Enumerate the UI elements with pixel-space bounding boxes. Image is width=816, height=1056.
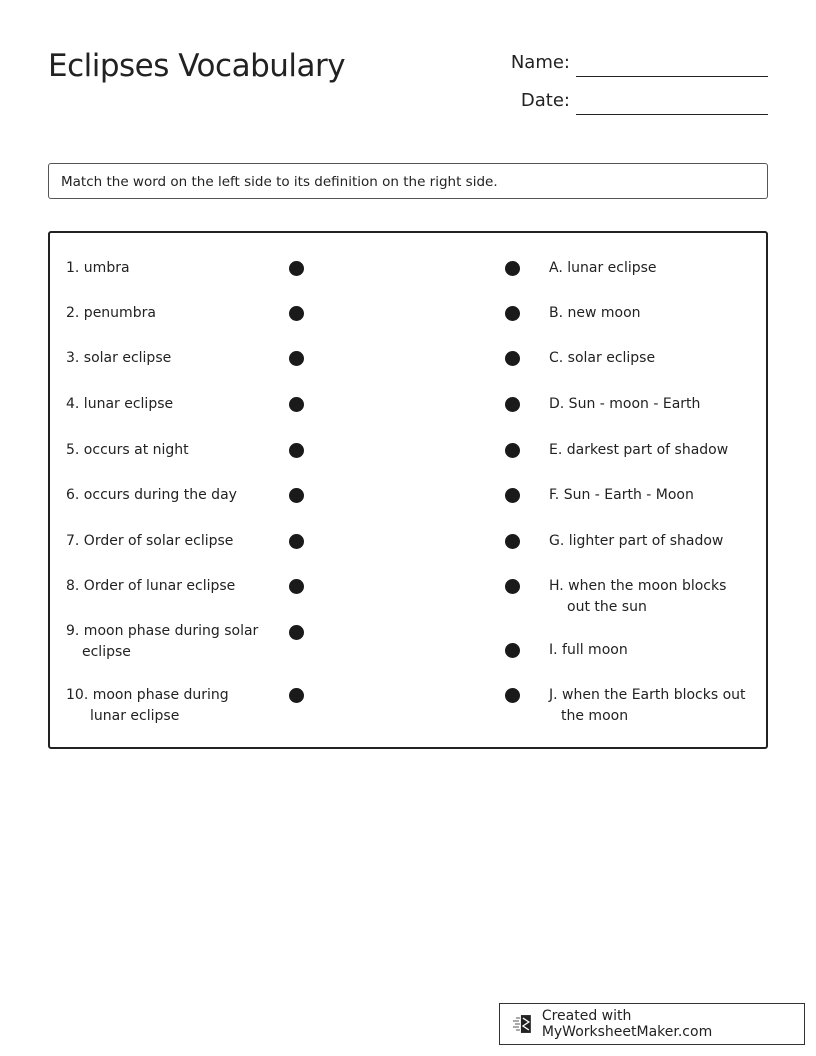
right-item-text: F. Sun - Earth - Moon: [549, 487, 694, 503]
name-line[interactable]: [576, 76, 768, 77]
right-item-text: out the sun: [567, 599, 647, 615]
left-match-dot[interactable]: [289, 261, 304, 276]
right-match-dot[interactable]: [505, 397, 520, 412]
right-match-dot[interactable]: [505, 443, 520, 458]
right-item: [549, 258, 657, 279]
right-item-text: D. Sun - moon - Earth: [549, 396, 701, 412]
right-item-text: A. lunar eclipse: [549, 260, 657, 276]
right-item-text: J. when the Earth blocks out: [549, 687, 746, 703]
left-item-text: 9. moon phase during solar: [66, 623, 259, 639]
right-item-text: E. darkest part of shadow: [549, 442, 729, 458]
left-match-dot[interactable]: [289, 306, 304, 321]
left-item-text: lunar eclipse: [90, 708, 180, 724]
right-match-dot[interactable]: [505, 643, 520, 658]
left-match-dot[interactable]: [289, 488, 304, 503]
left-item: [66, 685, 229, 727]
left-match-dot[interactable]: [289, 579, 304, 594]
left-item: [66, 531, 233, 552]
left-item-text: 6. occurs during the day: [66, 487, 237, 503]
left-item-text: 7. Order of solar eclipse: [66, 533, 234, 549]
left-match-dot[interactable]: [289, 534, 304, 549]
right-match-dot[interactable]: [505, 261, 520, 276]
left-item: [66, 576, 235, 597]
right-match-dot[interactable]: [505, 579, 520, 594]
left-item-text: 4. lunar eclipse: [66, 396, 174, 412]
right-item: [549, 440, 728, 461]
right-item: [549, 348, 655, 369]
right-match-dot[interactable]: [505, 306, 520, 321]
left-item-text: 10. moon phase during: [66, 687, 229, 703]
worksheet-maker-logo-icon: [512, 1013, 534, 1035]
left-match-dot[interactable]: [289, 625, 304, 640]
left-item: [66, 485, 237, 506]
left-item-text: 5. occurs at night: [66, 442, 189, 458]
right-match-dot[interactable]: [505, 488, 520, 503]
name-label: Name:: [510, 52, 570, 73]
left-item-text: 2. penumbra: [66, 305, 156, 321]
right-match-dot[interactable]: [505, 534, 520, 549]
instructions: Match the word on the left side to its definition on the right side.: [48, 163, 768, 199]
left-item: [66, 348, 171, 369]
left-item: [66, 258, 130, 279]
date-label: Date:: [520, 90, 570, 111]
right-item-text: B. new moon: [549, 305, 641, 321]
right-item: [549, 640, 628, 661]
right-item: [549, 685, 746, 727]
left-match-dot[interactable]: [289, 351, 304, 366]
footer-credit: [499, 1003, 805, 1045]
right-match-dot[interactable]: [505, 688, 520, 703]
right-item-text: C. solar eclipse: [549, 350, 656, 366]
left-match-dot[interactable]: [289, 397, 304, 412]
left-item: [66, 303, 156, 324]
footer-text: Created with MyWorksheetMaker.com: [541, 1008, 713, 1040]
left-item: [66, 621, 258, 663]
right-item: [549, 531, 723, 552]
left-item-text: 8. Order of lunar eclipse: [66, 578, 236, 594]
page-title: Eclipses Vocabulary: [48, 48, 346, 84]
left-match-dot[interactable]: [289, 688, 304, 703]
left-item-text: 3. solar eclipse: [66, 350, 172, 366]
right-item: [549, 303, 641, 324]
right-item: [549, 485, 694, 506]
date-line[interactable]: [576, 114, 768, 115]
right-item-text: G. lighter part of shadow: [549, 533, 724, 549]
right-match-dot[interactable]: [505, 351, 520, 366]
left-item: [66, 394, 173, 415]
left-item-text: eclipse: [82, 644, 131, 660]
right-item: [549, 394, 700, 415]
right-item-text: H. when the moon blocks: [549, 578, 727, 594]
right-item-text: I. full moon: [549, 642, 628, 658]
right-item: [549, 576, 726, 618]
left-item-text: 1. umbra: [66, 260, 130, 276]
left-item: [66, 440, 189, 461]
left-match-dot[interactable]: [289, 443, 304, 458]
right-item-text: the moon: [561, 708, 629, 724]
